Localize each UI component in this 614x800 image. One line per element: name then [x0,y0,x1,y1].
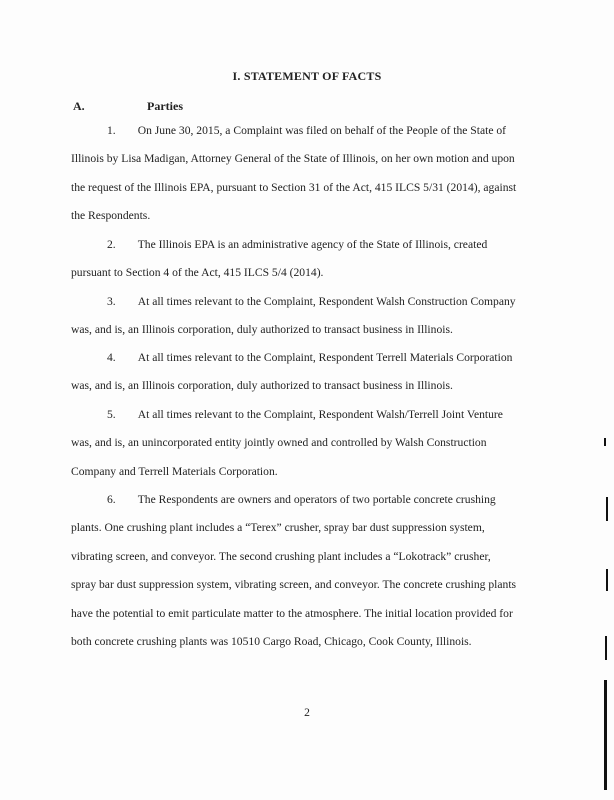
paragraph-first-line [71,117,551,145]
paragraph-line: both concrete crushing plants was 10510 Cargo Road, Chicago, Cook County, Illinois. [71,635,472,649]
paragraph-text: The Respondents are owners and operators of two portable concrete crushing [137,493,496,506]
paragraph-line: have the potential to emit particulate matter to the atmosphere. The initial location provided for [71,606,513,620]
scan-artifact [604,680,607,790]
paragraph-line: plants. One crushing plant includes a “Terex” crusher, spray bar dust suppression system, [71,521,485,535]
scan-artifact [606,497,608,521]
paragraph-6 [71,486,551,656]
scan-artifact [604,438,606,446]
paragraph-text: On June 30, 2015, a Complaint was filed on behalf of the People of the State of [137,124,507,137]
page-number: 2 [304,706,310,719]
paragraph-line: Illinois by Lisa Madigan, Attorney General of the State of Illinois, on her own motion and upon [71,152,515,166]
scan-artifact [606,569,608,591]
paragraph-line: Company and Terrell Materials Corporation. [71,464,278,478]
page-heading: I. STATEMENT OF FACTS [232,69,382,83]
paragraph-first-line [71,486,551,514]
paragraph-3 [71,288,551,345]
paragraph-first-line [71,288,551,316]
paragraph-line: the Respondents. [71,209,151,223]
paragraph-line: was, and is, an Illinois corporation, duly authorized to transact business in Illinois. [71,323,453,337]
paragraph-text: At all times relevant to the Complaint, Respondent Walsh Construction Company [137,295,516,308]
paragraph-first-line [71,401,551,429]
paragraph-number: 1. [107,124,116,137]
paragraph-number: 5. [107,408,116,421]
paragraph-number: 6. [107,493,116,506]
scan-artifact [605,636,607,660]
paragraph-line: spray bar dust suppression system, vibrating screen, and conveyor. The concrete crushing plants [71,578,517,592]
paragraph-number: 2. [107,238,116,251]
paragraph-text: At all times relevant to the Complaint, Respondent Terrell Materials Corporation [137,351,513,364]
paragraph-number: 3. [107,295,116,308]
paragraph-text: At all times relevant to the Complaint, Respondent Walsh/Terrell Joint Venture [137,408,503,421]
paragraph-number: 4. [107,351,116,364]
paragraph-line: the request of the Illinois EPA, pursuant to Section 31 of the Act, 415 ILCS 5/31 (2014), against [71,180,517,194]
paragraph-4 [71,344,551,401]
paragraph-line: was, and is, an unincorporated entity jointly owned and controlled by Walsh Construction [71,436,487,450]
section-heading [73,99,183,114]
paragraph-first-line [71,344,551,372]
paragraph-line: pursuant to Section 4 of the Act, 415 ILCS 5/4 (2014). [71,266,324,280]
section-title: Parties [147,99,183,113]
paragraph-1 [71,117,551,231]
paragraph-2 [71,231,551,288]
section-letter: A. [73,99,85,113]
paragraph-line: was, and is, an Illinois corporation, duly authorized to transact business in Illinois. [71,379,453,393]
paragraph-5 [71,401,551,486]
paragraph-text: The Illinois EPA is an administrative agency of the State of Illinois, created [137,238,488,251]
paragraph-line: vibrating screen, and conveyor. The second crushing plant includes a “Lokotrack” crusher, [71,549,491,563]
paragraph-first-line [71,231,551,259]
